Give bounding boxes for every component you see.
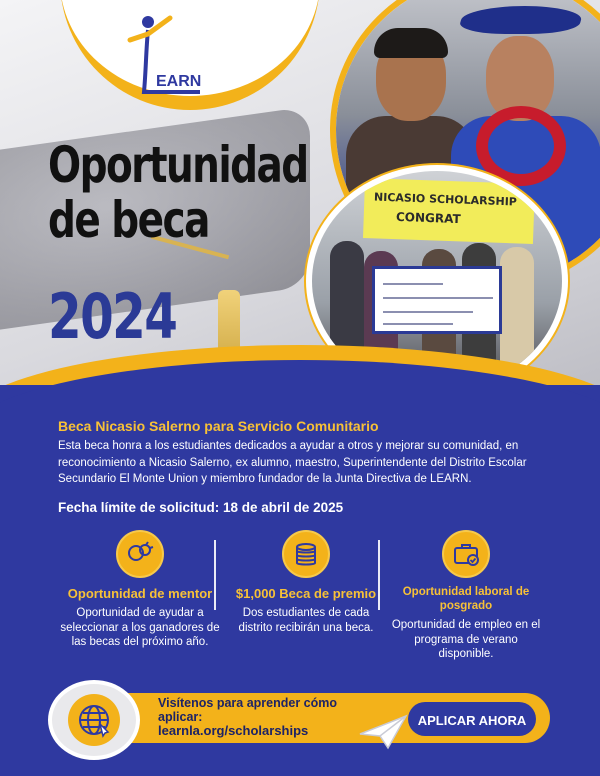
benefit-award [226, 530, 386, 635]
briefcase-icon [442, 530, 490, 578]
application-deadline: Fecha límite de solicitud: 18 de abril de 2025 [58, 500, 344, 515]
scholarship-heading: Beca Nicasio Salerno para Servicio Comunitario [58, 418, 379, 434]
logo-text: EARN [156, 73, 202, 90]
title-line-1: Oportunidad [48, 136, 308, 194]
benefit-text: Oportunidad de empleo en el programa de verano disponible. [391, 618, 541, 661]
globe-icon [68, 694, 120, 746]
apply-now-button[interactable]: APLICAR AHORA [408, 702, 536, 736]
benefit-job [386, 530, 546, 662]
benefit-title: $1,000 Beca de premio [235, 586, 377, 601]
benefit-mentor [60, 530, 220, 650]
coins-icon [282, 530, 330, 578]
globe-badge [48, 680, 140, 760]
benefit-title: Oportunidad de mentor [67, 586, 213, 601]
scholarship-link[interactable]: learnla.org/scholarships [158, 723, 309, 738]
mentor-icon [116, 530, 164, 578]
banner-text-2: CONGRAT [395, 209, 461, 227]
benefit-title: Oportunidad laboral de posgrado [402, 586, 530, 612]
banner-text-1: NICASIO SCHOLARSHIP [373, 190, 518, 209]
benefit-text: Oportunidad de ayudar a seleccionar a los ganadores de las becas del próximo año. [60, 606, 220, 649]
bottom-strip [0, 760, 600, 776]
title-year: 2024 [48, 280, 177, 353]
scholarship-description: Esta beca honra a los estudiantes dedicados a ayudar a otros y mejorar su comunidad, en reconocimiento a Nicasio Salerno, ex alumno, maestro, Superintendente del Distrito Escolar Secundario El Monte Union y miembro fundador de la Junta Directiva de LEARN. [58, 440, 527, 486]
visit-text: Visítenos para aprender cómo aplicar: [158, 696, 337, 725]
column-divider [378, 540, 380, 610]
benefit-text: Dos estudiantes de cada distrito recibirán una beca. [238, 606, 374, 634]
paper-plane-icon [358, 712, 408, 752]
page-title [48, 138, 308, 248]
title-line-2: de beca [48, 191, 209, 249]
big-check [372, 266, 502, 334]
column-divider [214, 540, 216, 610]
learn-logo [120, 10, 220, 105]
